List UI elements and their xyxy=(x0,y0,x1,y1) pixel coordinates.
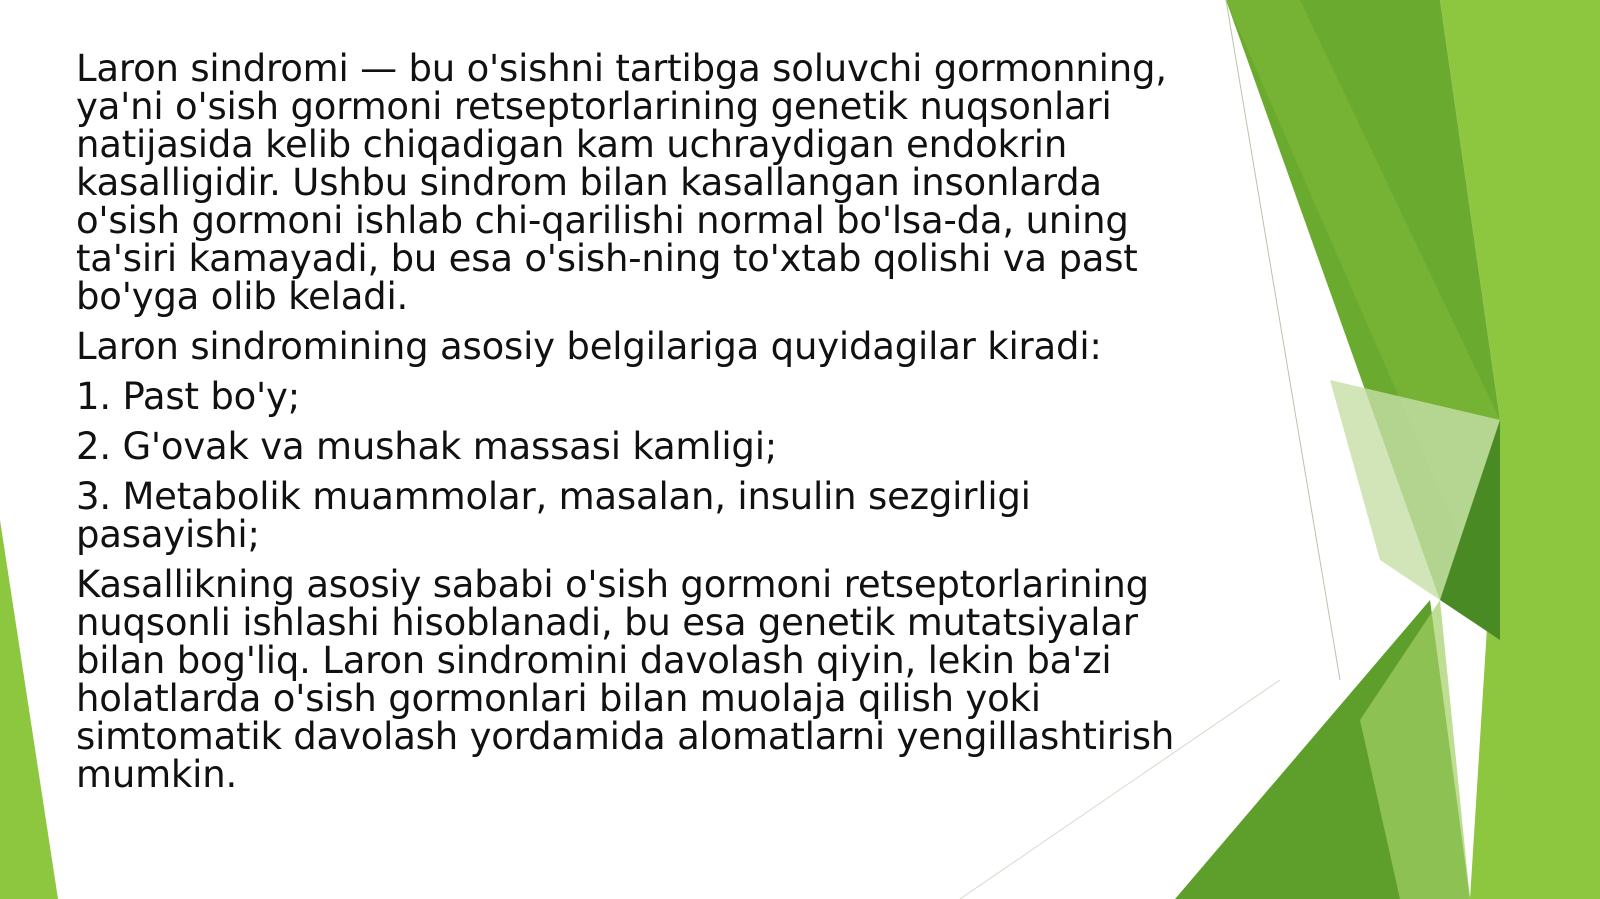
left-green-shard xyxy=(0,520,58,899)
intro-paragraph: Laron sindromi — bu o'sishni tartibga soluvchi gormonning, ya'ni o'sish gormoni retseptorlarining genetik nuqsonlari natijasida kelib chiqadigan kam uchraydigan endokrin kasalligidir. Ushbu sindrom bilan kasallangan insonlarda o'sish gormoni ishlab chi-qarilishi normal bo'lsa-da, uning ta'siri kamayadi, bu esa o'sish-ning to'xtab qolishi va past bo'yga olib keladi. xyxy=(76,47,1167,318)
cause-paragraph: Kasallikning asosiy sababi o'sish gormoni retseptorlarining nuqsonli ishlashi hisoblanadi, bu esa genetik mutatsiyalar bilan bog'liq. Laron sindromini davolash qiyin, lekin ba'zi holatlarda o'sish gormonlari bilan muolaja qilish yoki simtomatik davolash yordamida alomatlarni yengillashtirish mumkin. xyxy=(76,563,1175,796)
slide-text xyxy=(76,47,1216,806)
symptom-item-1: 1. Past bo'y; xyxy=(76,375,300,418)
symptoms-heading: Laron sindromining asosiy belgilariga quyidagilar kiradi: xyxy=(76,325,1102,368)
symptom-item-3: 3. Metabolik muammolar, masalan, insulin sezgirligi pasayishi; xyxy=(76,475,1031,556)
symptom-item-2: 2. G'ovak va mushak massasi kamligi; xyxy=(76,425,778,468)
